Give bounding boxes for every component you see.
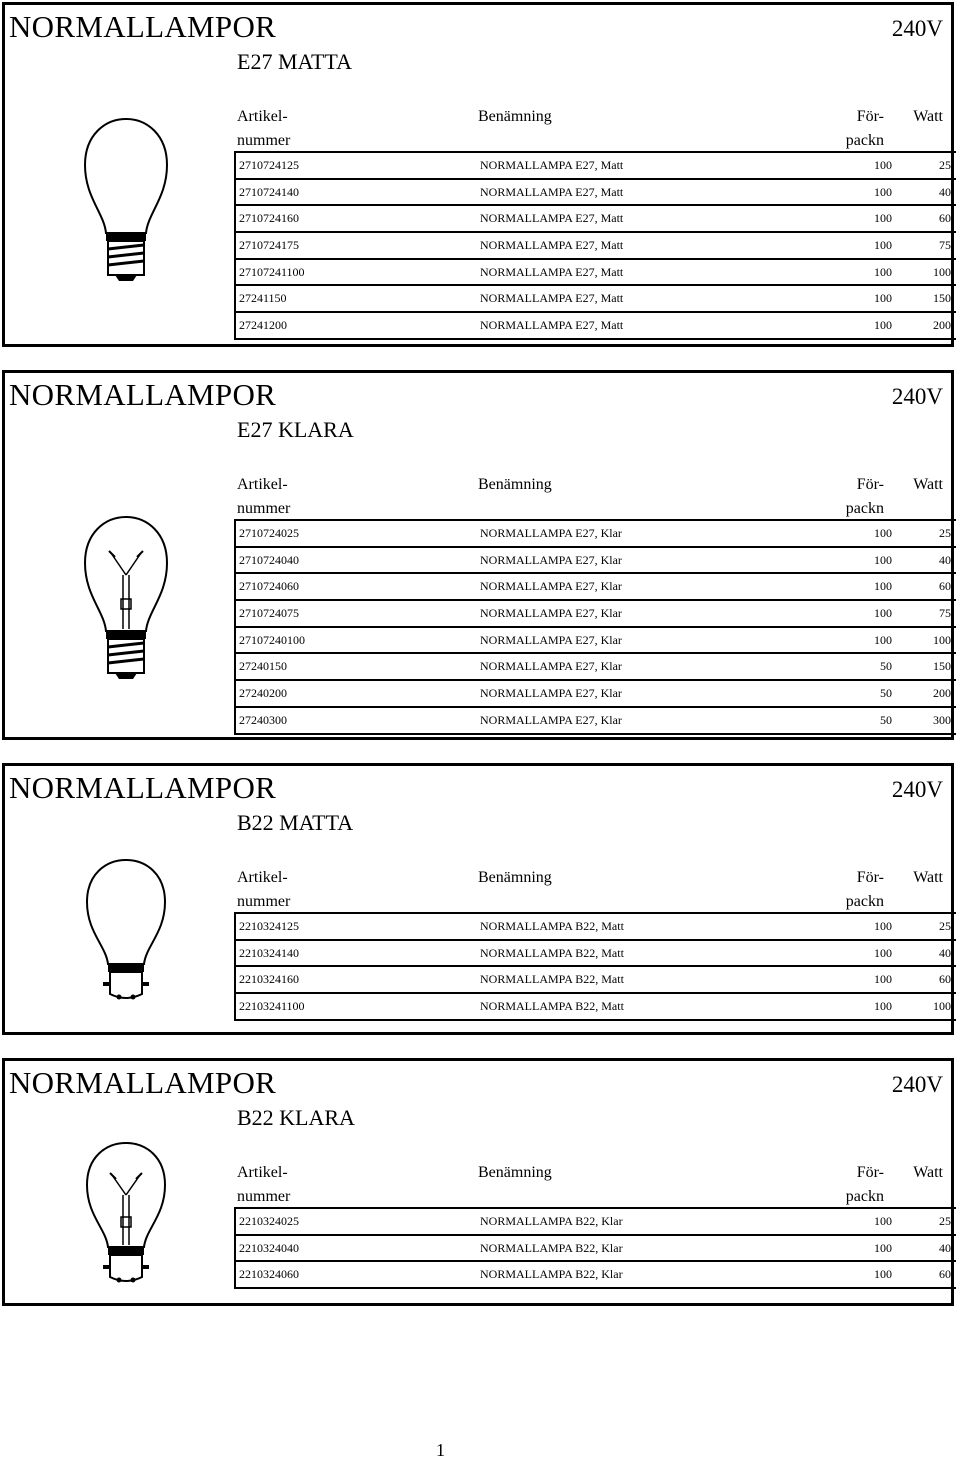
header-artikel: Artikel- nummer xyxy=(237,869,291,910)
table-row: 2710724175 NORMALLAMPA E27, Matt 100 75 xyxy=(236,233,956,260)
table-row: 2710724060 NORMALLAMPA E27, Klar 100 60 xyxy=(236,574,956,601)
matte-b22-bulb-icon xyxy=(81,856,171,1026)
table-row: 27241150 NORMALLAMPA E27, Matt 100 150 xyxy=(236,286,956,313)
table-row: 2210324140 NORMALLAMPA B22, Matt 100 40 xyxy=(236,941,956,968)
product-table xyxy=(234,1207,956,1289)
section-title: NORMALLAMPOR xyxy=(9,770,277,805)
product-table xyxy=(234,519,956,735)
section-title: NORMALLAMPOR xyxy=(9,9,277,44)
table-row: 27240300 NORMALLAMPA E27, Klar 50 300 xyxy=(236,708,956,735)
table-row: 2210324060 NORMALLAMPA B22, Klar 100 60 xyxy=(236,1262,956,1289)
section-subtitle: B22 MATTA xyxy=(237,810,354,835)
voltage-label: 240V xyxy=(891,777,943,802)
header-watt: Watt xyxy=(913,1164,943,1181)
header-benamning: Benämning xyxy=(478,1164,552,1181)
section-b22-matta xyxy=(2,763,954,1035)
section-e27-klara xyxy=(2,370,954,740)
table-row: 2210324040 NORMALLAMPA B22, Klar 100 40 xyxy=(236,1236,956,1263)
table-row: 27241200 NORMALLAMPA E27, Matt 100 200 xyxy=(236,313,956,340)
section-subtitle: E27 KLARA xyxy=(237,417,354,442)
header-benamning: Benämning xyxy=(478,108,552,125)
header-watt: Watt xyxy=(913,476,943,493)
header-watt: Watt xyxy=(913,108,943,125)
section-subtitle: B22 KLARA xyxy=(237,1105,355,1130)
section-subtitle: E27 MATTA xyxy=(237,49,352,74)
table-row: 2710724075 NORMALLAMPA E27, Klar 100 75 xyxy=(236,601,956,628)
table-row: 2710724025 NORMALLAMPA E27, Klar 100 25 xyxy=(236,521,956,548)
table-row: 27240150 NORMALLAMPA E27, Klar 50 150 xyxy=(236,654,956,681)
header-forpackn: För- packn xyxy=(845,869,884,910)
table-row: 2710724140 NORMALLAMPA E27, Matt 100 40 xyxy=(236,180,956,207)
header-artikel: Artikel- nummer xyxy=(237,108,291,149)
matte-e27-bulb-icon xyxy=(81,115,171,285)
section-b22-klara xyxy=(2,1058,954,1306)
table-row: 2710724125 NORMALLAMPA E27, Matt 100 25 xyxy=(236,153,956,180)
header-forpackn: För- packn xyxy=(845,1164,884,1205)
page-number: 1 xyxy=(436,1440,445,1460)
clear-b22-bulb-icon xyxy=(81,1139,171,1309)
section-title: NORMALLAMPOR xyxy=(9,1065,277,1100)
header-forpackn: För- packn xyxy=(845,476,884,517)
header-forpackn: För- packn xyxy=(845,108,884,149)
voltage-label: 240V xyxy=(891,16,943,41)
table-row: 27107240100 NORMALLAMPA E27, Klar 100 100 xyxy=(236,628,956,655)
header-benamning: Benämning xyxy=(478,476,552,493)
header-artikel: Artikel- nummer xyxy=(237,476,291,517)
table-row: 22103241100 NORMALLAMPA B22, Matt 100 100 xyxy=(236,994,956,1021)
table-row: 2210324125 NORMALLAMPA B22, Matt 100 25 xyxy=(236,914,956,941)
section-title: NORMALLAMPOR xyxy=(9,377,277,412)
voltage-label: 240V xyxy=(891,384,943,409)
clear-e27-bulb-icon xyxy=(81,513,171,683)
voltage-label: 240V xyxy=(891,1072,943,1097)
header-watt: Watt xyxy=(913,869,943,886)
table-row: 27107241100 NORMALLAMPA E27, Matt 100 100 xyxy=(236,260,956,287)
table-row: 2710724040 NORMALLAMPA E27, Klar 100 40 xyxy=(236,548,956,575)
table-row: 2210324160 NORMALLAMPA B22, Matt 100 60 xyxy=(236,967,956,994)
product-table xyxy=(234,151,956,340)
section-e27-matta xyxy=(2,2,954,347)
header-benamning: Benämning xyxy=(478,869,552,886)
table-row: 2710724160 NORMALLAMPA E27, Matt 100 60 xyxy=(236,206,956,233)
header-artikel: Artikel- nummer xyxy=(237,1164,291,1205)
table-row: 27240200 NORMALLAMPA E27, Klar 50 200 xyxy=(236,681,956,708)
product-table xyxy=(234,912,956,1021)
table-row: 2210324025 NORMALLAMPA B22, Klar 100 25 xyxy=(236,1209,956,1236)
